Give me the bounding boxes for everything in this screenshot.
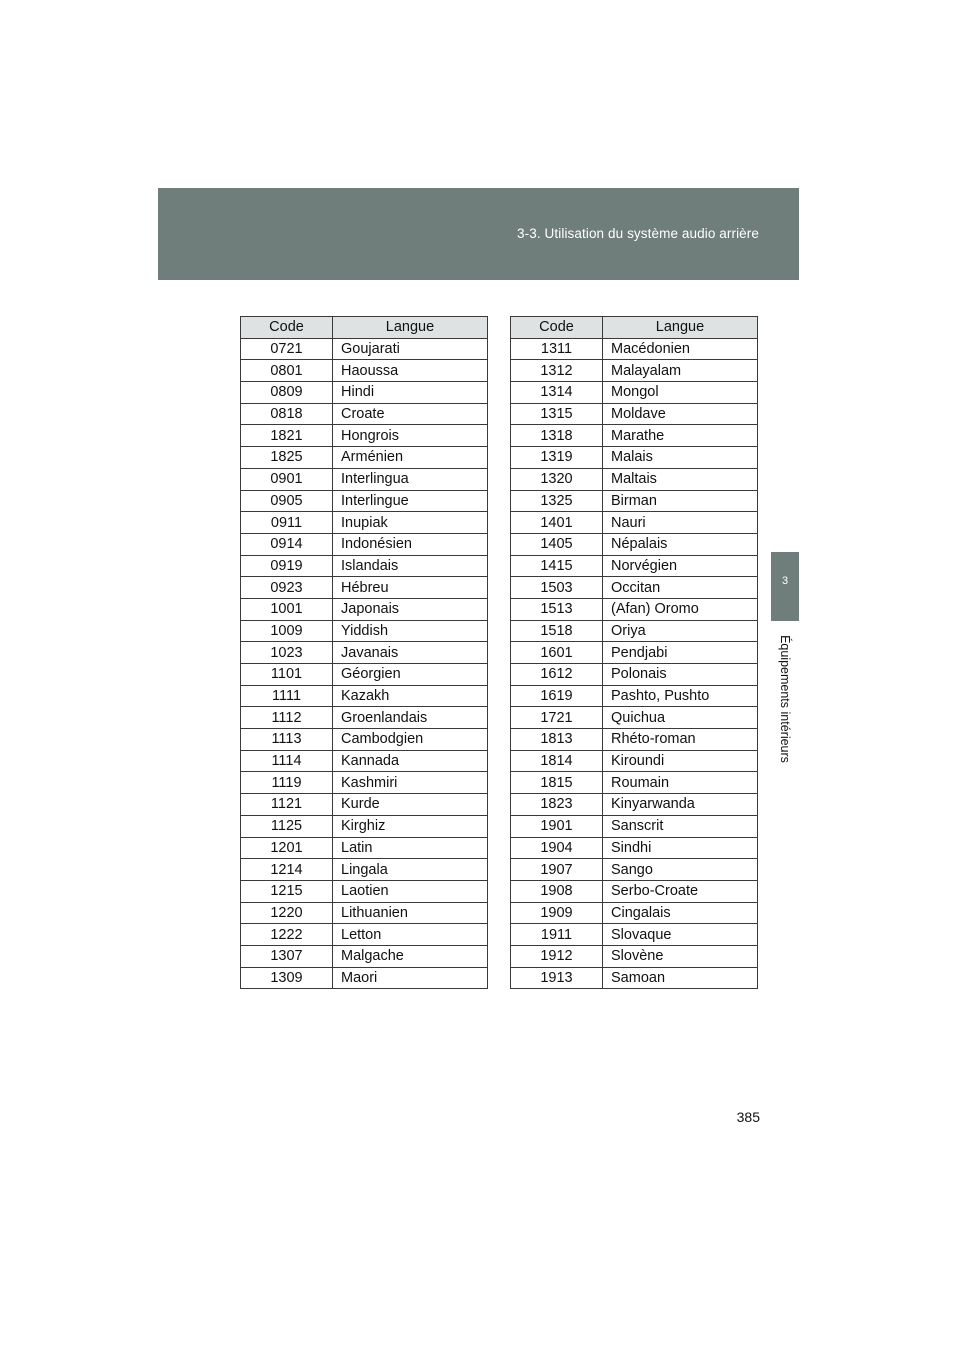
language-code-cell: 1113 xyxy=(241,729,333,751)
language-name-cell: Kannada xyxy=(333,750,488,772)
language-name-cell: Serbo-Croate xyxy=(603,880,758,902)
language-code-cell: 1111 xyxy=(241,685,333,707)
language-name-cell: Oriya xyxy=(603,620,758,642)
language-name-cell: Slovaque xyxy=(603,924,758,946)
language-code-cell: 0901 xyxy=(241,468,333,490)
table-header-row xyxy=(511,317,758,339)
language-name-cell: Laotien xyxy=(333,880,488,902)
language-name-cell: Sanscrit xyxy=(603,815,758,837)
table-row xyxy=(241,468,488,490)
chapter-number: 3 xyxy=(781,575,789,587)
table-row xyxy=(511,512,758,534)
language-name-cell: Maltais xyxy=(603,468,758,490)
language-name-cell: Interlingue xyxy=(333,490,488,512)
language-code-cell: 1825 xyxy=(241,447,333,469)
language-name-cell: Islandais xyxy=(333,555,488,577)
table-row xyxy=(511,490,758,512)
table-row xyxy=(511,945,758,967)
language-name-cell: Hébreu xyxy=(333,577,488,599)
language-name-cell: Kiroundi xyxy=(603,750,758,772)
language-name-cell: Maori xyxy=(333,967,488,989)
language-name-cell: Kirghiz xyxy=(333,815,488,837)
language-name-cell: Indonésien xyxy=(333,533,488,555)
language-name-cell: Lithuanien xyxy=(333,902,488,924)
language-code-cell: 1601 xyxy=(511,642,603,664)
table-row xyxy=(511,338,758,360)
table-row xyxy=(241,425,488,447)
language-name-cell: Kinyarwanda xyxy=(603,794,758,816)
language-name-cell: Mongol xyxy=(603,382,758,404)
table-header-row xyxy=(241,317,488,339)
table-row xyxy=(511,924,758,946)
table-row xyxy=(241,490,488,512)
language-code-cell: 1112 xyxy=(241,707,333,729)
table-row xyxy=(511,598,758,620)
language-name-cell: Latin xyxy=(333,837,488,859)
language-code-cell: 0818 xyxy=(241,403,333,425)
table-row xyxy=(511,902,758,924)
language-name-cell: Cambodgien xyxy=(333,729,488,751)
language-code-cell: 1222 xyxy=(241,924,333,946)
table-row xyxy=(241,664,488,686)
language-code-cell: 1001 xyxy=(241,598,333,620)
language-code-cell: 1314 xyxy=(511,382,603,404)
language-code-cell: 1908 xyxy=(511,880,603,902)
table-row xyxy=(241,902,488,924)
language-code-cell: 1311 xyxy=(511,338,603,360)
language-name-cell: Sango xyxy=(603,859,758,881)
language-name-cell: Rhéto-roman xyxy=(603,729,758,751)
language-code-cell: 1518 xyxy=(511,620,603,642)
table-row xyxy=(511,403,758,425)
language-code-cell: 1401 xyxy=(511,512,603,534)
table-row xyxy=(511,750,758,772)
table-row xyxy=(241,837,488,859)
language-name-cell: Inupiak xyxy=(333,512,488,534)
language-code-table-right xyxy=(510,316,758,989)
table-row xyxy=(511,772,758,794)
table-row xyxy=(511,425,758,447)
table-row xyxy=(241,859,488,881)
language-name-cell: Malais xyxy=(603,447,758,469)
language-code-cell: 1101 xyxy=(241,664,333,686)
chapter-header-band xyxy=(158,188,799,280)
language-name-cell: Kazakh xyxy=(333,685,488,707)
table-row xyxy=(241,360,488,382)
chapter-side-label: Équipements intérieurs xyxy=(778,635,792,763)
language-name-cell: Cingalais xyxy=(603,902,758,924)
language-code-cell: 1823 xyxy=(511,794,603,816)
table-row xyxy=(241,382,488,404)
table-row xyxy=(511,577,758,599)
language-code-cell: 0809 xyxy=(241,382,333,404)
language-code-cell: 1312 xyxy=(511,360,603,382)
language-code-cell: 1814 xyxy=(511,750,603,772)
table-row xyxy=(241,815,488,837)
table-row xyxy=(241,794,488,816)
language-name-cell: Marathe xyxy=(603,425,758,447)
column-header-code: Code xyxy=(241,317,333,339)
table-row xyxy=(241,598,488,620)
language-name-cell: Haoussa xyxy=(333,360,488,382)
table-row xyxy=(241,924,488,946)
language-name-cell: (Afan) Oromo xyxy=(603,598,758,620)
language-name-cell: Malgache xyxy=(333,945,488,967)
page-number: 385 xyxy=(736,1109,760,1125)
language-code-cell: 1121 xyxy=(241,794,333,816)
table-row xyxy=(511,967,758,989)
table-row xyxy=(241,772,488,794)
language-name-cell: Arménien xyxy=(333,447,488,469)
language-name-cell: Javanais xyxy=(333,642,488,664)
column-header-language: Langue xyxy=(333,317,488,339)
language-name-cell: Norvégien xyxy=(603,555,758,577)
table-row xyxy=(241,707,488,729)
language-name-cell: Slovène xyxy=(603,945,758,967)
language-code-cell: 1125 xyxy=(241,815,333,837)
language-code-cell: 1114 xyxy=(241,750,333,772)
column-header-language: Langue xyxy=(603,317,758,339)
table-body xyxy=(511,338,758,989)
language-code-cell: 1813 xyxy=(511,729,603,751)
table-row xyxy=(511,815,758,837)
language-name-cell: Groenlandais xyxy=(333,707,488,729)
table-row xyxy=(241,512,488,534)
language-name-cell: Sindhi xyxy=(603,837,758,859)
language-code-cell: 1503 xyxy=(511,577,603,599)
language-name-cell: Japonais xyxy=(333,598,488,620)
language-name-cell: Kurde xyxy=(333,794,488,816)
language-code-cell: 1307 xyxy=(241,945,333,967)
language-name-cell: Interlingua xyxy=(333,468,488,490)
table-row xyxy=(241,620,488,642)
language-code-cell: 1911 xyxy=(511,924,603,946)
language-code-cell: 0919 xyxy=(241,555,333,577)
table-row xyxy=(511,447,758,469)
table-row xyxy=(511,382,758,404)
language-name-cell: Occitan xyxy=(603,577,758,599)
table-row xyxy=(511,360,758,382)
table-row xyxy=(511,664,758,686)
table-row xyxy=(241,555,488,577)
table-row xyxy=(511,707,758,729)
language-code-cell: 1612 xyxy=(511,664,603,686)
language-name-cell: Samoan xyxy=(603,967,758,989)
column-header-code: Code xyxy=(511,317,603,339)
language-name-cell: Goujarati xyxy=(333,338,488,360)
table-row xyxy=(241,403,488,425)
language-code-table-left xyxy=(240,316,488,989)
language-code-cell: 1319 xyxy=(511,447,603,469)
language-code-cell: 1721 xyxy=(511,707,603,729)
language-name-cell: Moldave xyxy=(603,403,758,425)
table-body xyxy=(241,338,488,989)
language-code-cell: 0911 xyxy=(241,512,333,534)
table-row xyxy=(241,338,488,360)
language-code-cell: 1912 xyxy=(511,945,603,967)
language-code-cell: 1201 xyxy=(241,837,333,859)
table-row xyxy=(241,577,488,599)
table-row xyxy=(241,967,488,989)
language-code-cell: 0721 xyxy=(241,338,333,360)
table-row xyxy=(511,685,758,707)
language-name-cell: Roumain xyxy=(603,772,758,794)
language-code-cell: 1909 xyxy=(511,902,603,924)
table-row xyxy=(511,794,758,816)
language-code-cell: 0923 xyxy=(241,577,333,599)
language-code-cell: 1119 xyxy=(241,772,333,794)
language-code-cell: 1220 xyxy=(241,902,333,924)
table-row xyxy=(511,729,758,751)
table-row xyxy=(511,620,758,642)
table-row xyxy=(241,685,488,707)
language-name-cell: Birman xyxy=(603,490,758,512)
language-code-cell: 1619 xyxy=(511,685,603,707)
language-code-cell: 0905 xyxy=(241,490,333,512)
language-name-cell: Géorgien xyxy=(333,664,488,686)
language-name-cell: Hongrois xyxy=(333,425,488,447)
language-code-cell: 1913 xyxy=(511,967,603,989)
language-code-cell: 1214 xyxy=(241,859,333,881)
language-name-cell: Polonais xyxy=(603,664,758,686)
language-name-cell: Pashto, Pushto xyxy=(603,685,758,707)
language-code-cell: 0914 xyxy=(241,533,333,555)
table-row xyxy=(241,750,488,772)
language-code-cell: 1009 xyxy=(241,620,333,642)
language-code-cell: 1309 xyxy=(241,967,333,989)
language-code-cell: 1513 xyxy=(511,598,603,620)
table-row xyxy=(241,533,488,555)
table-row xyxy=(511,555,758,577)
table-row xyxy=(241,945,488,967)
language-name-cell: Croate xyxy=(333,403,488,425)
language-name-cell: Quichua xyxy=(603,707,758,729)
language-name-cell: Yiddish xyxy=(333,620,488,642)
language-code-cell: 1023 xyxy=(241,642,333,664)
language-code-cell: 1904 xyxy=(511,837,603,859)
language-name-cell: Letton xyxy=(333,924,488,946)
language-code-cell: 1318 xyxy=(511,425,603,447)
table-row xyxy=(511,468,758,490)
language-code-cell: 1315 xyxy=(511,403,603,425)
table-row xyxy=(241,447,488,469)
language-name-cell: Lingala xyxy=(333,859,488,881)
language-code-cell: 1415 xyxy=(511,555,603,577)
language-code-cell: 1907 xyxy=(511,859,603,881)
table-row xyxy=(511,533,758,555)
language-name-cell: Népalais xyxy=(603,533,758,555)
language-code-cell: 1821 xyxy=(241,425,333,447)
language-name-cell: Pendjabi xyxy=(603,642,758,664)
chapter-section-title: 3-3. Utilisation du système audio arrière xyxy=(517,226,759,241)
language-code-cell: 1815 xyxy=(511,772,603,794)
language-name-cell: Kashmiri xyxy=(333,772,488,794)
table-row xyxy=(511,880,758,902)
language-name-cell: Nauri xyxy=(603,512,758,534)
language-code-cell: 1901 xyxy=(511,815,603,837)
language-code-cell: 1325 xyxy=(511,490,603,512)
table-row xyxy=(241,642,488,664)
language-code-cell: 1405 xyxy=(511,533,603,555)
table-row xyxy=(511,859,758,881)
language-code-cell: 0801 xyxy=(241,360,333,382)
language-name-cell: Hindi xyxy=(333,382,488,404)
language-code-cell: 1215 xyxy=(241,880,333,902)
table-row xyxy=(511,837,758,859)
table-row xyxy=(241,729,488,751)
language-name-cell: Malayalam xyxy=(603,360,758,382)
language-code-cell: 1320 xyxy=(511,468,603,490)
language-name-cell: Macédonien xyxy=(603,338,758,360)
table-row xyxy=(241,880,488,902)
table-row xyxy=(511,642,758,664)
